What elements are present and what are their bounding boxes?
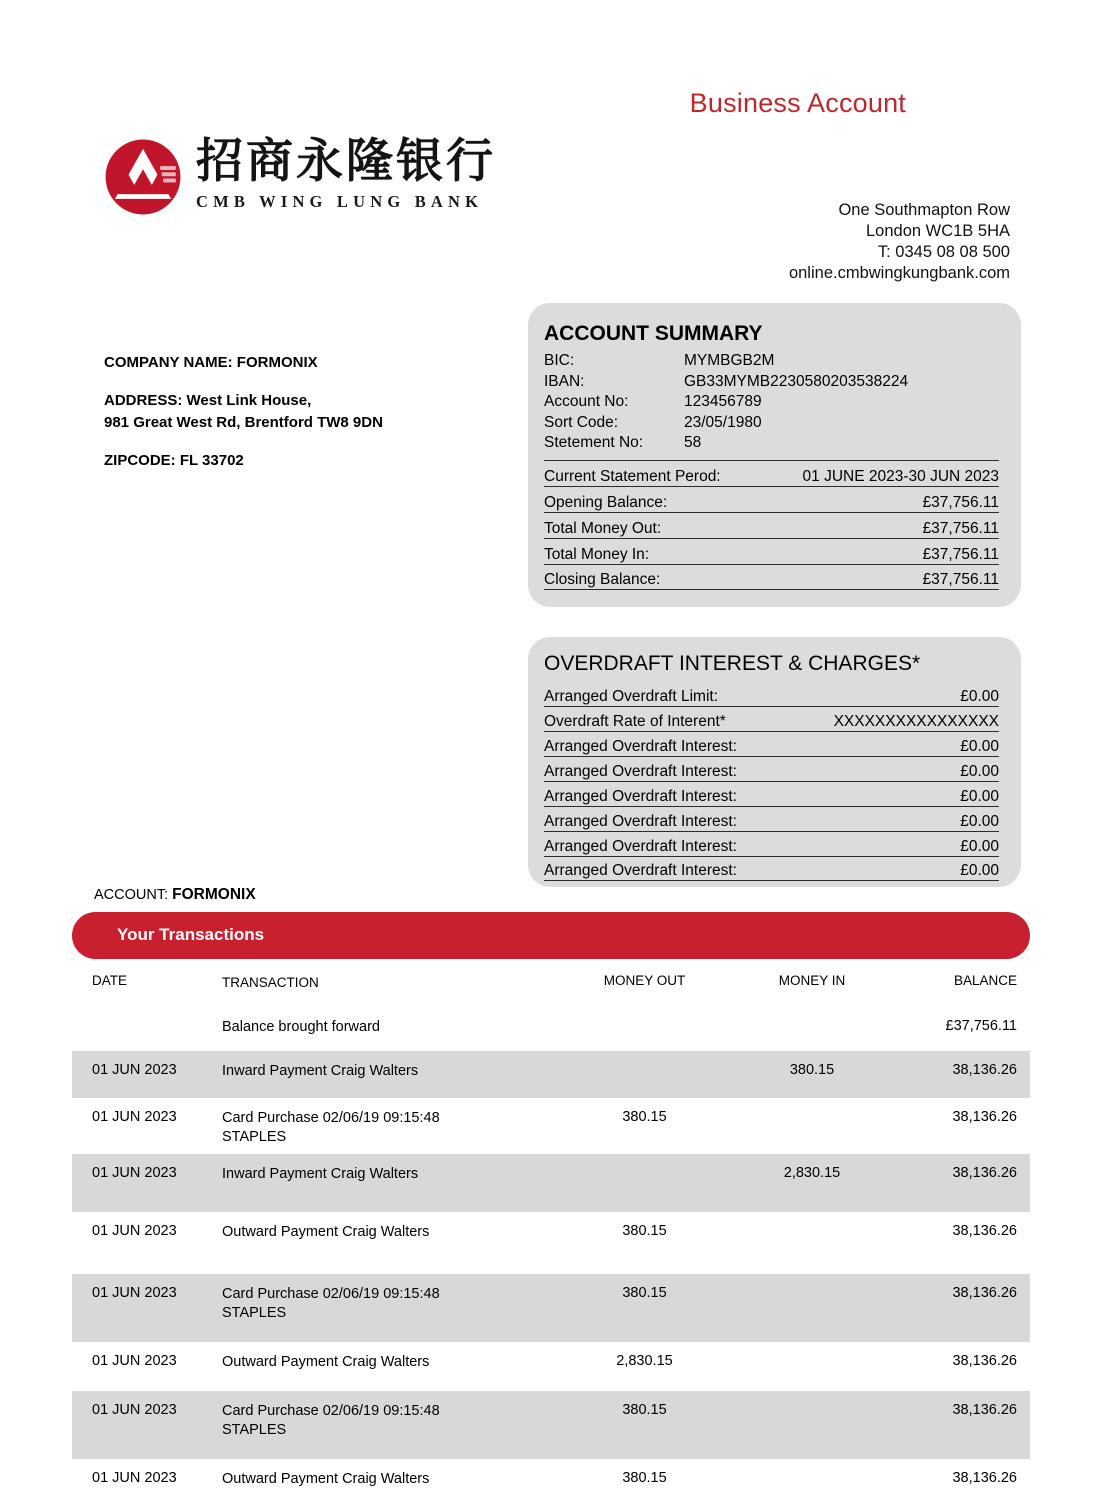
cell-money-out xyxy=(552,1062,737,1098)
transactions-banner xyxy=(72,912,1030,959)
overdraft-row xyxy=(544,731,999,756)
transaction-description-secondary: STAPLES xyxy=(222,1129,287,1145)
transactions-banner-label: Your Transactions xyxy=(117,925,265,944)
cell-money-out xyxy=(552,1165,737,1212)
overdraft-title: OVERDRAFT INTEREST & CHARGES* xyxy=(544,652,921,675)
cell-money-in xyxy=(737,1353,887,1391)
column-header-balance: BALANCE xyxy=(953,973,1017,988)
cmb-wing-lung-logo-icon xyxy=(104,138,182,216)
cell-balance: 38,136.26 xyxy=(952,1470,1017,1486)
cell-balance: 38,136.26 xyxy=(952,1062,1017,1078)
bank-website: online.cmbwingkungbank.com xyxy=(788,264,1010,282)
summary-field-label: Sort Code: xyxy=(544,413,619,431)
overdraft-panel xyxy=(528,637,1021,887)
cell-transaction xyxy=(222,1353,552,1391)
summary-field xyxy=(544,372,999,393)
cell-transaction xyxy=(222,1223,552,1274)
bank-phone: T: 0345 08 08 500 xyxy=(877,243,1010,261)
cell-balance: 38,136.26 xyxy=(952,1109,1017,1125)
spacer xyxy=(104,434,504,450)
summary-field-value: MYMBGB2M xyxy=(684,352,775,369)
overdraft-row-value: £0.00 xyxy=(960,763,999,780)
cell-transaction xyxy=(222,1402,552,1459)
cell-money-in: 2,830.15 xyxy=(783,1165,841,1181)
overdraft-row-value: £0.00 xyxy=(960,788,999,805)
summary-row-value: 01 JUNE 2023-30 JUN 2023 xyxy=(802,467,999,485)
cell-money-in xyxy=(737,1223,887,1274)
cell-balance: 38,136.26 xyxy=(952,1223,1017,1239)
overdraft-row-value: XXXXXXXXXXXXXXXX xyxy=(833,713,999,730)
customer-zipcode: ZIPCODE: FL 33702 xyxy=(104,452,244,469)
transaction-description: Card Purchase 02/06/19 09:15:48 xyxy=(222,1403,440,1419)
bank-wordmark xyxy=(196,134,496,212)
page-title: Business Account xyxy=(689,88,906,118)
cell-money-in xyxy=(737,1470,887,1509)
account-summary-fields xyxy=(544,351,999,454)
customer-details xyxy=(104,352,504,472)
cell-money-in: 380.15 xyxy=(789,1062,835,1078)
cell-balance: 38,136.26 xyxy=(952,1402,1017,1418)
account-owner-label xyxy=(94,886,256,904)
table-row xyxy=(72,1459,1030,1509)
summary-row-label: Current Statement Perod: xyxy=(544,467,721,485)
transaction-description-secondary: STAPLES xyxy=(222,1305,287,1321)
overdraft-row xyxy=(544,806,999,831)
summary-row-value: £37,756.11 xyxy=(922,493,999,511)
summary-row xyxy=(544,460,999,486)
summary-row-value: £37,756.11 xyxy=(922,545,999,563)
cell-money-in xyxy=(737,1402,887,1459)
table-row xyxy=(72,1007,1030,1051)
cell-date: 01 JUN 2023 xyxy=(92,1062,177,1078)
overdraft-row-label: Arranged Overdraft Interest: xyxy=(544,838,737,855)
customer-address-line1: ADDRESS: West Link House, xyxy=(104,392,312,409)
table-row xyxy=(72,1154,1030,1212)
cell-transaction xyxy=(222,1470,552,1509)
cell-money-out xyxy=(552,1018,737,1051)
summary-row-value: £37,756.11 xyxy=(922,570,999,588)
summary-field xyxy=(544,392,999,413)
overdraft-row xyxy=(544,706,999,731)
account-summary-panel xyxy=(528,303,1021,607)
cell-money-in xyxy=(737,1109,887,1154)
cell-money-out: 380.15 xyxy=(622,1285,667,1301)
column-header-transaction: TRANSACTION xyxy=(222,975,319,990)
overdraft-row xyxy=(544,756,999,781)
cell-money-out: 380.15 xyxy=(622,1223,667,1239)
bank-name-cjk: 招商永隆银行 xyxy=(196,134,496,189)
transaction-description: Outward Payment Craig Walters xyxy=(222,1354,430,1370)
overdraft-row xyxy=(544,781,999,806)
overdraft-row xyxy=(544,681,999,706)
cell-balance: 38,136.26 xyxy=(952,1285,1017,1301)
cell-transaction xyxy=(222,1018,552,1051)
cell-date: 01 JUN 2023 xyxy=(92,1402,177,1418)
spacer xyxy=(104,374,504,390)
transaction-description: Inward Payment Craig Walters xyxy=(222,1063,419,1079)
summary-field-label: Stetement No: xyxy=(544,434,644,451)
overdraft-row-label: Arranged Overdraft Interest: xyxy=(544,813,737,830)
cell-date: 01 JUN 2023 xyxy=(92,1470,177,1486)
summary-field-label: BIC: xyxy=(544,352,575,369)
cell-money-out: 380.15 xyxy=(622,1470,667,1486)
summary-field-label: IBAN: xyxy=(544,372,585,390)
column-header-money-out: MONEY OUT xyxy=(603,973,686,988)
overdraft-row-label: Arranged Overdraft Interest: xyxy=(544,862,737,879)
cell-date: 01 JUN 2023 xyxy=(92,1223,177,1239)
summary-row xyxy=(544,564,999,590)
summary-field-label: Account No: xyxy=(544,393,629,410)
bank-name-latin: CMB WING LUNG BANK xyxy=(196,192,484,211)
table-row xyxy=(72,1391,1030,1459)
bank-address-line2: London WC1B 5HA xyxy=(866,222,1010,240)
summary-row-label: Total Money In: xyxy=(544,545,650,563)
customer-company-name: COMPANY NAME: FORMONIX xyxy=(104,354,318,371)
cell-date: 01 JUN 2023 xyxy=(92,1165,177,1181)
cell-date: 01 JUN 2023 xyxy=(92,1109,177,1125)
transaction-description: Outward Payment Craig Walters xyxy=(222,1224,430,1240)
overdraft-row-label: Arranged Overdraft Interest: xyxy=(544,738,737,755)
cell-balance: £37,756.11 xyxy=(945,1018,1017,1034)
summary-row-label: Opening Balance: xyxy=(544,493,668,511)
summary-field xyxy=(544,351,999,372)
cell-transaction xyxy=(222,1062,552,1098)
cell-date: 01 JUN 2023 xyxy=(92,1285,177,1301)
summary-field-value: 23/05/1980 xyxy=(684,413,762,431)
table-row xyxy=(72,1098,1030,1154)
transaction-description: Inward Payment Craig Walters xyxy=(222,1166,419,1182)
overdraft-row-label: Overdraft Rate of Interent* xyxy=(544,713,726,730)
cell-money-out: 2,830.15 xyxy=(616,1353,673,1369)
summary-field-value: 58 xyxy=(684,434,702,451)
transaction-description-secondary: STAPLES xyxy=(222,1422,287,1438)
cell-money-in xyxy=(737,1285,887,1342)
cell-transaction xyxy=(222,1165,552,1212)
cell-transaction xyxy=(222,1285,552,1342)
bank-address-line1: One Southmapton Row xyxy=(838,201,1010,219)
table-row xyxy=(72,1051,1030,1098)
cell-date xyxy=(72,1018,222,1051)
customer-address-line2: 981 Great West Rd, Brentford TW8 9DN xyxy=(104,414,383,431)
summary-field-value: 123456789 xyxy=(684,393,762,410)
overdraft-row xyxy=(544,831,999,856)
cell-date: 01 JUN 2023 xyxy=(92,1353,177,1369)
account-label-name: FORMONIX xyxy=(172,886,256,903)
overdraft-row-label: Arranged Overdraft Interest: xyxy=(544,788,737,805)
table-row xyxy=(72,1212,1030,1274)
summary-row-label: Closing Balance: xyxy=(544,570,661,588)
cell-money-out: 380.15 xyxy=(622,1402,667,1418)
column-header-money-in: MONEY IN xyxy=(778,973,846,988)
account-summary-rows xyxy=(544,460,999,590)
transaction-description: Card Purchase 02/06/19 09:15:48 xyxy=(222,1286,440,1302)
summary-field-value: GB33MYMB2230580203538224 xyxy=(684,372,909,390)
overdraft-row-value: £0.00 xyxy=(960,688,999,705)
overdraft-row-value: £0.00 xyxy=(960,813,999,830)
cell-money-out: 380.15 xyxy=(622,1109,667,1125)
overdraft-row-label: Arranged Overdraft Interest: xyxy=(544,763,737,780)
overdraft-row-value: £0.00 xyxy=(960,862,999,879)
summary-row xyxy=(544,486,999,512)
summary-field xyxy=(544,413,999,434)
transactions-table-body xyxy=(72,1007,1030,1509)
transaction-description: Balance brought forward xyxy=(222,1019,380,1035)
summary-row xyxy=(544,538,999,564)
cell-transaction xyxy=(222,1109,552,1154)
overdraft-row-value: £0.00 xyxy=(960,838,999,855)
summary-row xyxy=(544,512,999,538)
transaction-description: Card Purchase 02/06/19 09:15:48 xyxy=(222,1110,440,1126)
summary-row-value: £37,756.11 xyxy=(922,519,999,537)
transaction-description: Outward Payment Craig Walters xyxy=(222,1471,430,1487)
summary-row-label: Total Money Out: xyxy=(544,519,662,537)
bank-logo xyxy=(104,134,496,216)
overdraft-row-label: Arranged Overdraft Limit: xyxy=(544,688,719,705)
transactions-table xyxy=(72,965,1030,1509)
account-summary-title: ACCOUNT SUMMARY xyxy=(544,322,763,345)
cell-balance: 38,136.26 xyxy=(952,1353,1017,1369)
overdraft-row-value: £0.00 xyxy=(960,738,999,755)
account-label-prefix: ACCOUNT: xyxy=(94,887,173,903)
table-row xyxy=(72,1274,1030,1342)
overdraft-rows xyxy=(544,681,999,881)
column-header-date: DATE xyxy=(92,973,128,988)
overdraft-row xyxy=(544,856,999,881)
transactions-table-header xyxy=(72,965,1030,1007)
bank-address xyxy=(600,200,1010,284)
cell-balance: 38,136.26 xyxy=(952,1165,1017,1181)
table-row xyxy=(72,1342,1030,1391)
cell-money-in xyxy=(737,1018,887,1051)
summary-field xyxy=(544,433,999,454)
